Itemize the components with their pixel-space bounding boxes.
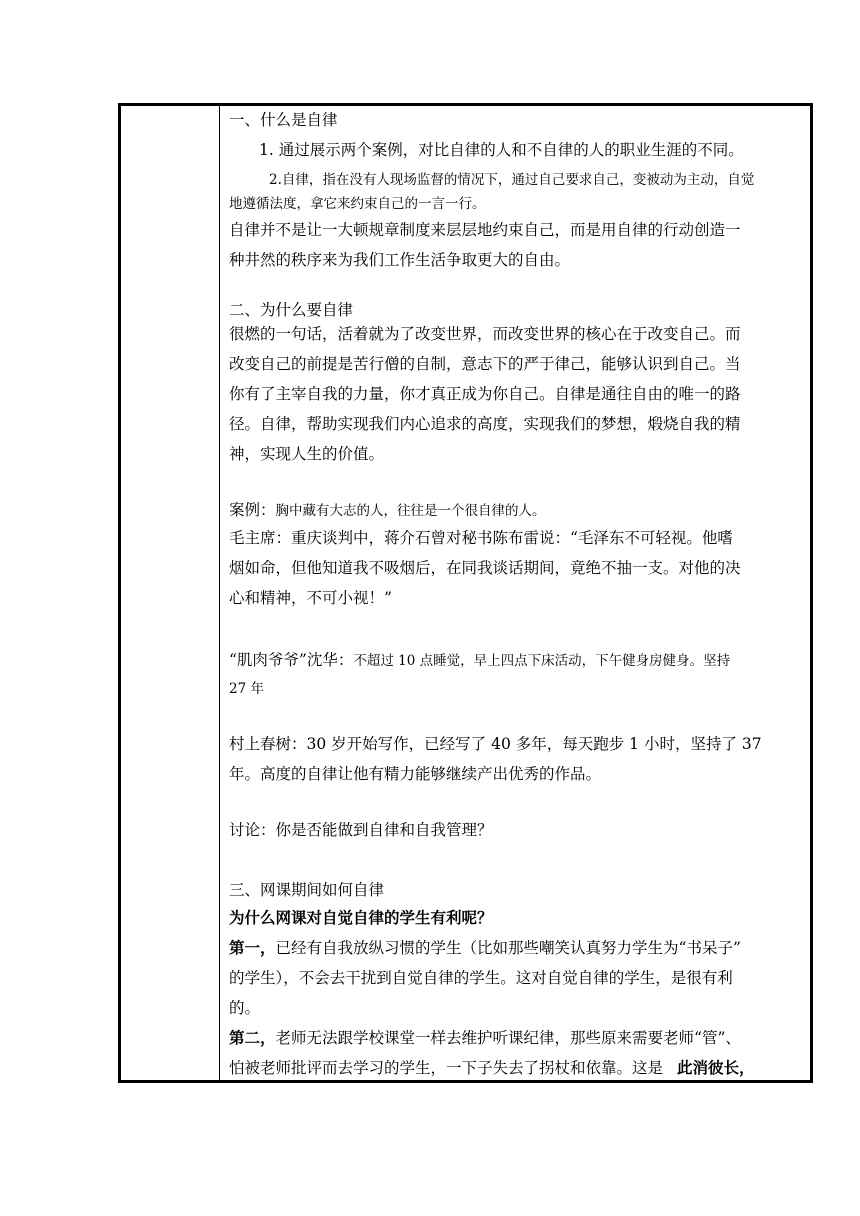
shen-label: “肌肉爷爷”沈华： — [229, 651, 354, 669]
section-heading-2: 二、为什么要自律 — [229, 301, 354, 319]
question: 为什么网课对自觉自律的学生有利呢？ — [229, 908, 493, 927]
item-2-line-1: 2.自律，指在没有人现场监督的情况下，通过自己要求自己，变被动为主动，自觉 — [269, 172, 755, 188]
second-line-2 — [229, 1058, 755, 1078]
para-2-line-1: 很燃的一句话，活着就为了改变世界，而改变世界的核心在于改变自己。而 — [229, 325, 741, 343]
second-label: 第二， — [229, 1028, 276, 1047]
section-heading-3: 三、网课期间如何自律 — [229, 881, 385, 899]
case-label: 案例： — [229, 501, 276, 519]
para-1-line-1: 自律并不是让一大顿规章制度来层层地约束自己，而是用自律的行动创造一 — [229, 221, 741, 239]
mao-line-3: 心和精神，不可小视！” — [229, 589, 392, 607]
murakami-line-2: 年。高度的自律让他有精力能够继续产出优秀的作品。 — [229, 765, 602, 783]
first-label: 第一， — [229, 938, 276, 957]
section-heading-1: 一、什么是自律 — [229, 111, 338, 129]
first-text-1: 已经有自我放纵习惯的学生（比如那些嘲笑认真努力学生为“书呆子” — [275, 939, 741, 957]
mao-line-1: 毛主席：重庆谈判中，蒋介石曾对秘书陈布雷说：“毛泽东不可轻视。他嗜 — [229, 529, 733, 547]
first-line-1 — [229, 938, 741, 958]
shen-line-1 — [229, 650, 730, 671]
second-text-2: 怕被老师批评而去学习的学生，一下子失去了拐杖和依靠。这是 — [229, 1059, 664, 1077]
item-2-line-2: 地遵循法度，拿它来约束自己的一言一行。 — [229, 196, 486, 212]
para-2-line-3: 你有了主宰自我的力量，你才真正成为你自己。自律是通往自由的唯一的路 — [229, 385, 741, 403]
second-line-1 — [229, 1028, 741, 1048]
para-2-line-2: 改变自己的前提是苦行僧的自制，意志下的严于律己，能够认识到自己。当 — [229, 355, 741, 373]
mao-line-2: 烟如命，但他知道我不吸烟后，在同我谈话期间，竟绝不抽一支。对他的决 — [229, 559, 741, 577]
murakami-line-1: 村上春树：30 岁开始写作，已经写了 40 多年，每天跑步 1 小时，坚持了 37 — [229, 735, 762, 753]
second-text-1: 老师无法跟学校课堂一样去维护听课纪律，那些原来需要老师“管”、 — [275, 1029, 741, 1047]
case-line — [229, 500, 546, 521]
first-line-2: 的学生），不会去干扰到自觉自律的学生。这对自觉自律的学生，是很有利 — [229, 969, 733, 987]
second-bold-tail: 此消彼长， — [677, 1058, 755, 1077]
shen-line-2: 27 年 — [229, 681, 264, 697]
para-2-line-4: 径。自律，帮助实现我们内心追求的高度，实现我们的梦想，煅烧自我的精 — [229, 415, 741, 433]
para-1-line-2: 种井然的秩序来为我们工作生活争取更大的自由。 — [229, 251, 571, 269]
shen-text: 不超过 10 点睡觉，早上四点下床活动，下午健身房健身。坚持 — [353, 653, 731, 669]
document-table — [118, 103, 813, 1083]
discussion: 讨论：你是否能做到自律和自我管理？ — [229, 821, 493, 839]
item-1: 1. 通过展示两个案例，对比自律的人和不自律的人的职业生涯的不同。 — [259, 141, 744, 159]
left-column — [121, 106, 217, 1080]
para-2-line-5: 神，实现人生的价值。 — [229, 445, 385, 463]
case-text: 胸中藏有大志的人，往往是一个很自律的人。 — [275, 503, 546, 519]
first-line-3: 的。 — [229, 999, 261, 1017]
column-divider — [219, 106, 220, 1080]
